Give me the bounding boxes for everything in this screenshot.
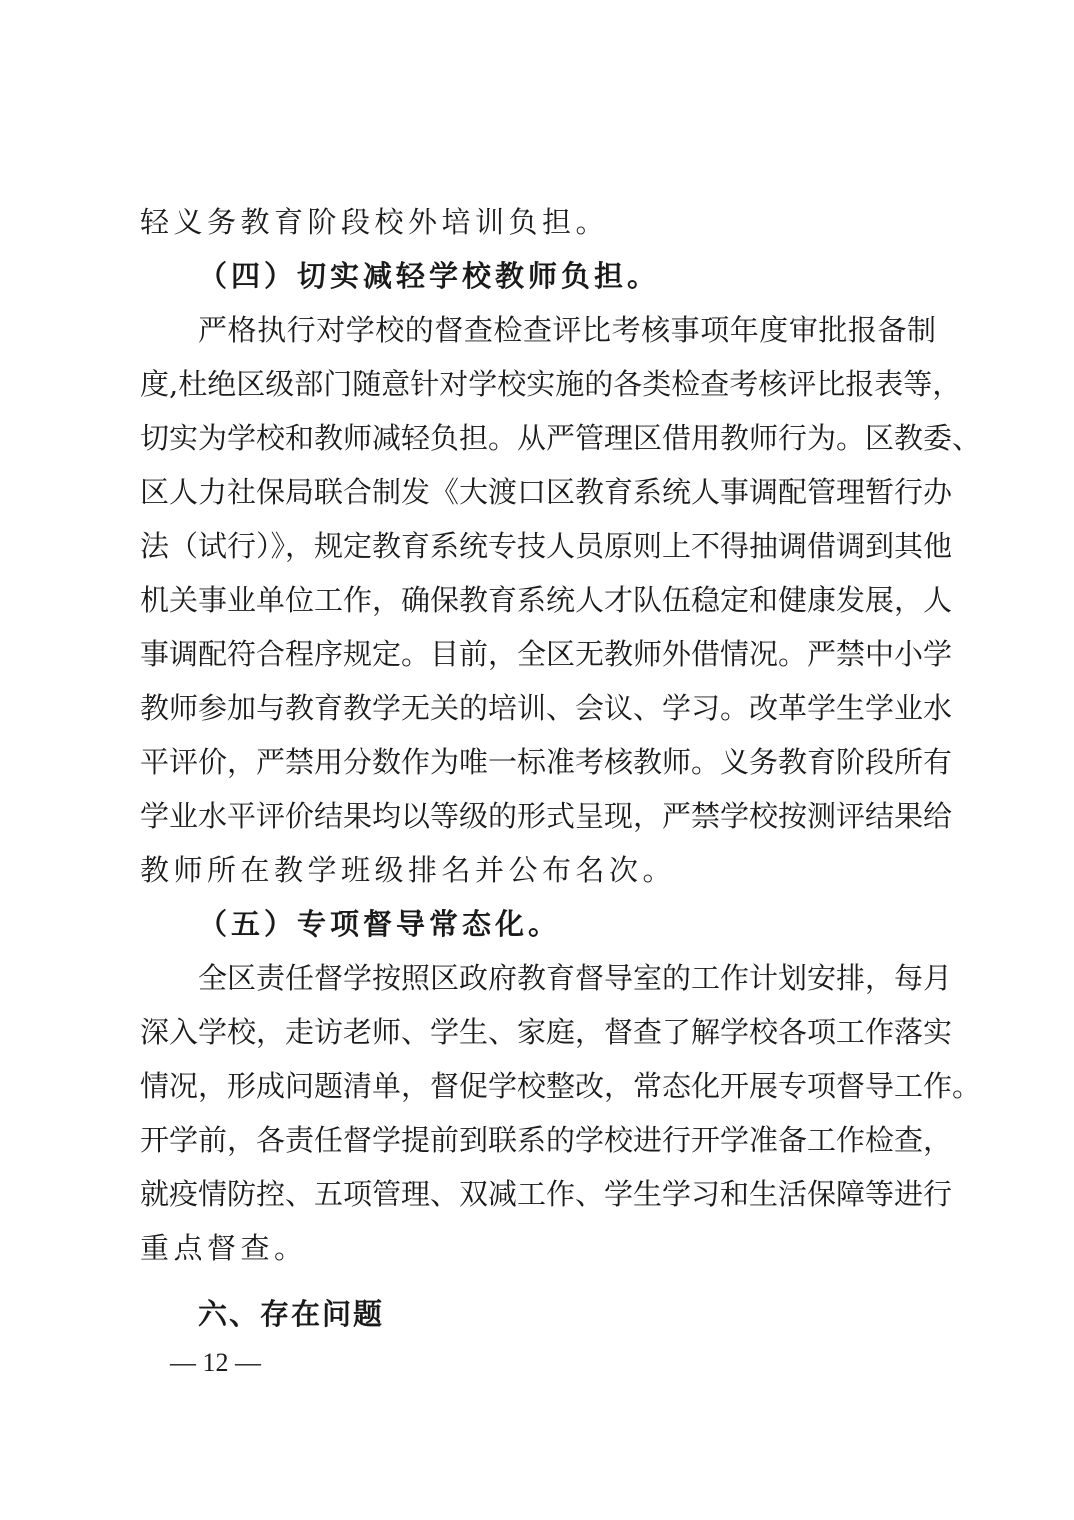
body-line: 学业水平评价结果均以等级的形式呈现，严禁学校按测评结果给 — [140, 799, 953, 833]
subheading-four: （四）切实减轻学校教师负担。 — [198, 259, 661, 293]
body-line: 轻义务教育阶段校外培训负担。 — [140, 205, 610, 239]
body-line: 切实为学校和教师减轻负担。从严管理区借用教师行为。区教委、 — [140, 421, 982, 455]
body-line: 事调配符合程序规定。目前，全区无教师外借情况。严禁中小学 — [140, 637, 953, 671]
body-line: 教师所在教学班级排名并公布名次。 — [140, 853, 677, 887]
body-line: 度,杜绝区级部门随意针对学校实施的各类检查考核评比报表等， — [140, 367, 962, 401]
document-body — [140, 195, 982, 1341]
body-line: 开学前，各责任督学提前到联系的学校进行开学准备工作检查， — [140, 1123, 953, 1157]
body-line: 法（试行）》，规定教育系统专技人员原则上不得抽调借调到其他 — [140, 529, 953, 563]
section-heading-six: 六、存在问题 — [198, 1297, 385, 1331]
body-line: 严格执行对学校的督查检查评比考核事项年度审批报备制 — [198, 313, 936, 347]
body-line: 深入学校，走访老师、学生、家庭，督查了解学校各项工作落实 — [140, 1015, 953, 1049]
body-line: 全区责任督学按照区政府教育督导室的工作计划安排，每月 — [198, 961, 953, 995]
body-line: 平评价，严禁用分数作为唯一标准考核教师。义务教育阶段所有 — [140, 745, 953, 779]
body-line: 就疫情防控、五项管理、双减工作、学生学习和生活保障等进行 — [140, 1177, 953, 1211]
body-line: 区人力社保局联合制发《大渡口区教育系统人事调配管理暂行办 — [140, 475, 953, 509]
body-line: 情况，形成问题清单，督促学校整改，常态化开展专项督导工作。 — [140, 1069, 982, 1103]
body-line: 重点督查。 — [140, 1231, 308, 1265]
subheading-five: （五）专项督导常态化。 — [198, 907, 562, 941]
body-line: 机关事业单位工作，确保教育系统人才队伍稳定和健康发展，人 — [140, 583, 953, 617]
page-number: — 12 — — [170, 1348, 261, 1377]
body-line: 教师参加与教育教学无关的培训、会议、学习。改革学生学业水 — [140, 691, 953, 725]
